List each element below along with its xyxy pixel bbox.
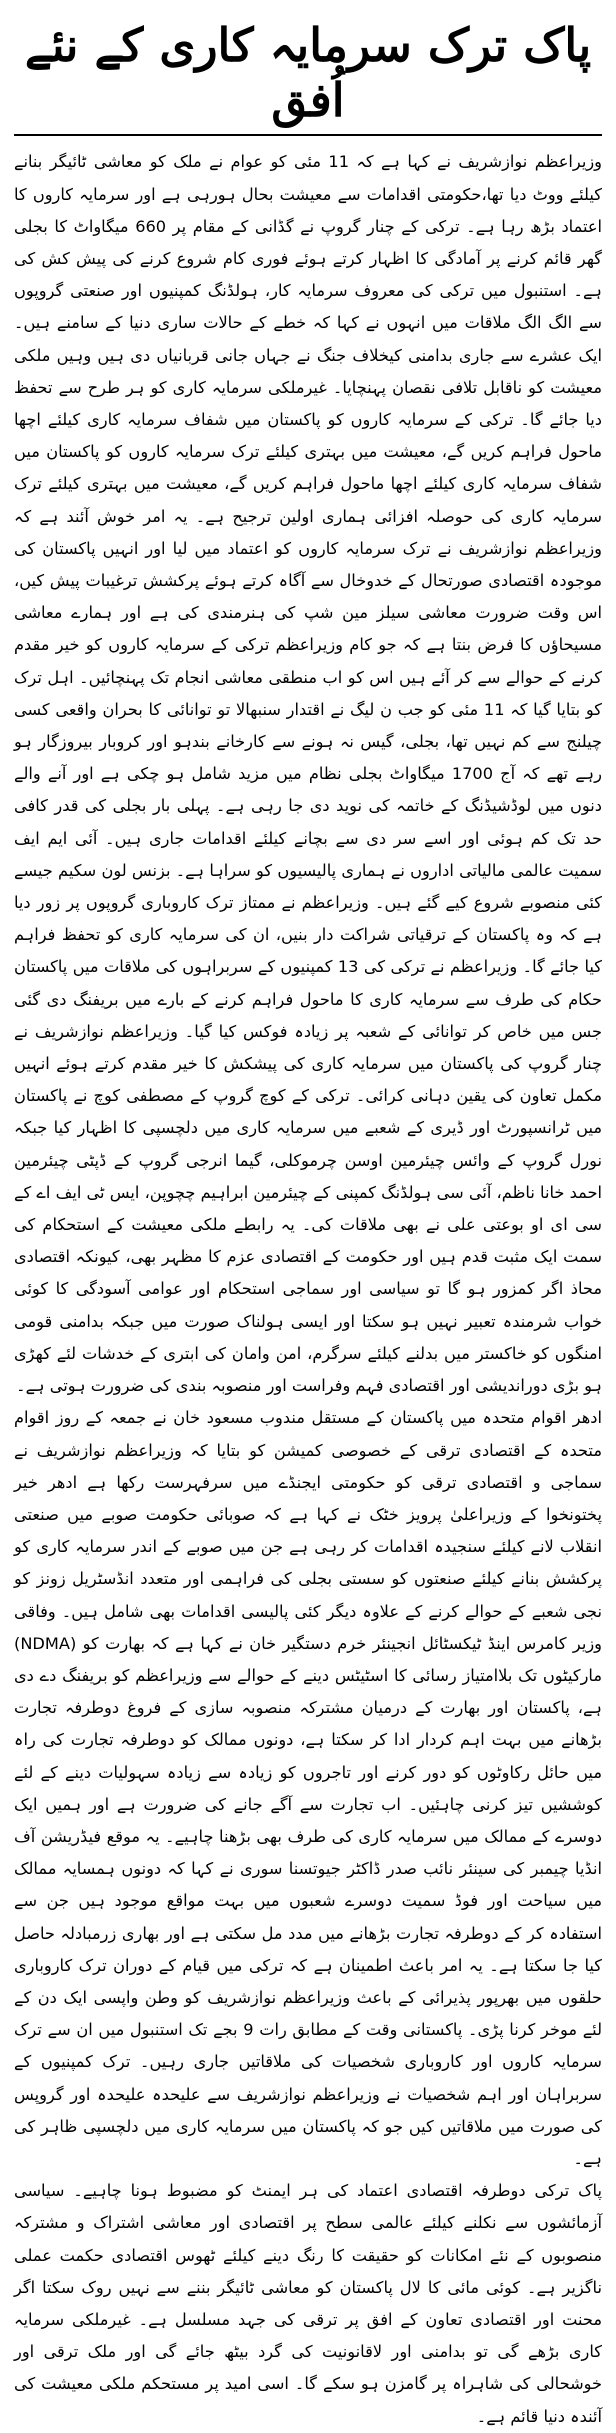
article-paragraph-3: پاک ترکی دوطرفہ اقتصادی اعتماد کی ہر ایمنٹ کو مضبوط ہونا چاہیے۔ سیاسی آزمائشوں سے نکلنے کیلئے عالمی سطح پر اقتصادی اور معاشی اشتراک و مشترکہ منصوبوں کے نئے امکانات کو حقیقت کا رنگ دینے کیلئے ٹھوس اقتصادی حکمت عملی ناگزیر ہے۔ کوئی مائی کا لال پاکستان کو معاشی ٹائیگر بننے سے نہیں روک سکتا اگر محنت اور اقتصادی تعاون کے افق پر ترقی کی جہد مسلسل ہے۔ غیرملکی سرمایہ کاری بڑھے گی تو بدامنی اور لاقانونیت کی گرد بیٹھ جائے گی اور ملک ترقی اور خوشحالی کی شاہراہ پر گامزن ہو سکے گا۔ اسی امید پر مستحکم ملکی معیشت کی آئندہ دنیا قائم ہے۔ [14, 2181, 602, 2426]
article-paragraph-2: ادھر اقوام متحدہ میں پاکستان کے مستقل مندوب مسعود خان نے جمعہ کے روز اقوام متحدہ کے اقتصادی ترقی کے خصوصی کمیشن کو بتایا کہ وزیراعظم نوازشریف نے سماجی و اقتصادی ترقی کو حکومتی ایجنڈے میں سرفہرست رکھا ہے ادھر خیر پختونخوا کے وزیراعلیٰ پرویز خٹک نے کہا ہے کہ صوبائی حکومت صوبے میں صنعتی انقلاب لانے کیلئے سنجیدہ اقدامات کر رہی ہے جن میں صوبے کے اندر سرمایہ کاری کو پرکشش بنانے کیلئے صنعتوں کو سستی بجلی کی فراہمی اور متعدد انڈسٹریل زونز کو نجی شعبے کے حوالے کرنے کے علاوہ دیگر کئی پالیسی اقدامات بھی شامل ہیں۔ وفاقی وزیر کامرس اینڈ ٹیکسٹائل انجینئر خرم دستگیر خان نے کہا ہے کہ بھارت کو (NDMA) مارکیٹوں تک بلاامتیاز رسائی کا اسٹیٹس دینے کے حوالے سے وزیراعظم کو بریفنگ دے دی ہے، پاکستان اور بھارت کے درمیان مشترکہ منصوبہ سازی کے فروغ دوطرفہ تجارت بڑھانے میں بہت اہم کردار ادا کر سکتا ہے، دونوں ممالک کو دوطرفہ تجارت کی راہ میں حائل رکاوٹوں کو دور کرنے اور تاجروں کو زیادہ سے زیادہ سہولیات دینے کے لئے کوششیں تیز کرنی چاہئیں۔ اب تجارت سے آگے جانے کی ضرورت ہے اور ہمیں ایک دوسرے کے ممالک میں سرمایہ کاری کی طرف بھی بڑھنا چاہیے۔ یہ موقع فیڈریشن آف انڈیا چیمبر کی سینئر نائب صدر ڈاکٹر جیوتسنا سوری نے کہا کہ دونوں ہمسایہ ممالک میں سیاحت اور فوڈ سمیت دوسرے شعبوں میں بہت مواقع موجود ہیں جن سے استفادہ کر کے دوطرفہ تجارت بڑھانے میں مدد مل سکتی ہے اور بھاری زرمبادلہ حاصل کیا جا سکتا ہے۔ یہ امر باعث اطمینان ہے کہ ترکی میں قیام کے دوران ترک کاروباری حلقوں میں بھرپور پذیرائی کے باعث وزیراعظم نوازشریف کو وطن واپسی ایک دن کے لئے موخر کرنا پڑی۔ پاکستانی وقت کے مطابق رات 9 بجے تک استنبول میں ان سے ترک سرمایہ کاروں اور کاروباری شخصیات کی ملاقاتیں جاری رہیں۔ ترک کمپنیوں کے سربراہان اور اہم شخصیات نے وزیراعظم نوازشریف سے علیحدہ علیحدہ اور گروپس کی صورت میں ملاقاتیں کیں جو کہ پاکستان میں سرمایہ کاری میں دلچسپی ظاہر کی ہے۔ [14, 1408, 602, 2168]
headline-wrapper [14, 18, 602, 136]
headline: پاک ترک سرمایہ کاری کے نئے اُفق [14, 18, 602, 136]
article-body [14, 146, 603, 2426]
article-paragraph-1: وزیراعظم نوازشریف نے کہا ہے کہ 11 مئی کو عوام نے ملک کو معاشی ٹائیگر بنانے کیلئے ووٹ دیا تھا،حکومتی اقدامات سے معیشت بحال ہورہی ہے اور سرمایہ کاروں کا اعتماد بڑھ رہا ہے۔ ترکی کے چنار گروپ نے گڈانی کے مقام پر 660 میگاواٹ کا بجلی گھر قائم کرنے پر آمادگی کا اظہار کرتے ہوئے فوری کام شروع کرنے کی پیش کش کی ہے۔ استنبول میں ترکی کی معروف سرمایہ کار، ہولڈنگ کمپنیوں اور صنعتی گروپوں سے الگ الگ ملاقات میں انہوں نے کہا کہ خطے کے حالات ساری دنیا کے سامنے ہیں۔ ایک عشرے سے جاری بدامنی کیخلاف جنگ نے جہاں جانی قربانیاں دی ہیں وہیں ملکی معیشت کو ناقابل تلافی نقصان پہنچایا۔ غیرملکی سرمایہ کاری کو ہر طرح سے تحفظ دیا جائے گا۔ ترکی کے سرمایہ کاروں کو پاکستان میں شفاف سرمایہ کاری کیلئے اچھا ماحول فراہم کریں گے، معیشت میں بہتری کیلئے ترک سرمایہ کاروں کو پاکستان میں شفاف سرمایہ کاری کیلئے اچھا ماحول فراہم کریں گے، معیشت میں بہتری کیلئے ترک سرمایہ کاری کی حوصلہ افزائی ہماری اولین ترجیح ہے۔ یہ امر خوش آئند ہے کہ وزیراعظم نوازشریف نے ترک سرمایہ کاروں کو اعتماد میں لیا اور انہیں پاکستان کی موجودہ اقتصادی صورتحال کے خدوخال سے آگاہ کرتے ہوئے پرکشش ترغیبات پیش کیں، اس وقت ضرورت معاشی سیلز مین شپ کی ہنرمندی کی ہے اور ہمارے معاشی مسیحاؤں کا فرض بنتا ہے کہ جو کام وزیراعظم ترکی کے سرمایہ کاروں کو خیر مقدم کرنے کے حوالے سے کر آئے ہیں اس کو اب منطقی معاشی انجام تک پہنچائیں۔ اہل ترک کو بتایا گیا کہ 11 مئی کو جب ن لیگ نے اقتدار سنبھالا تو توانائی کا بحران واقعی کسی چیلنج سے کم نہیں تھا، بجلی، گیس نہ ہونے سے کارخانے بندہو اور کروبار بیروزگار ہو رہے تھے کہ آج 1700 میگاواٹ بجلی نظام میں مزید شامل ہو چکی ہے اور آنے والے دنوں میں لوڈشیڈنگ کے خاتمہ کی نوید دی جا رہی ہے۔ پہلی بار بجلی کی قدر کافی حد تک کم ہوئی اور اسے سر دی سے بچانے کیلئے اقدامات جاری ہیں۔ آئی ایم ایف سمیت عالمی مالیاتی اداروں نے ہماری پالیسیوں کو سراہا ہے۔ بزنس لون سکیم جیسے کئی منصوبے شروع کیے گئے ہیں۔ وزیراعظم نے ممتاز ترک کاروباری گروپوں پر زور دیا ہے کہ وہ پاکستان کے ترقیاتی شراکت دار بنیں، ان کی سرمایہ کاری کو تحفظ فراہم کیا جائے گا۔ وزیراعظم نے ترکی کی 13 کمپنیوں کے سربراہوں کی ملاقات میں پاکستان حکام کی طرف سے سرمایہ کاری کا ماحول فراہم کرنے کے بارے میں بریفنگ دی گئی جس میں خاص کر توانائی کے شعبہ پر زیادہ فوکس کیا گیا۔ وزیراعظم نوازشریف نے چنار گروپ کی پاکستان میں سرمایہ کاری کی پیشکش کا خیر مقدم کرتے ہوئے انہیں مکمل تعاون کی یقین دہانی کرائی۔ ترکی کے کوچ گروپ کے مصطفی کوچ نے پاکستان میں ٹرانسپورٹ اور ڈیری کے شعبے میں سرمایہ کاری میں دلچسپی کا اظہار کیا جبکہ نورل گروپ کے وائس چیئرمین اوسن چرموکلی، گیما انرجی گروپ کے ڈپٹی چیئرمین احمد خانا ناظم، آئی سی ہولڈنگ کمپنی کے چیئرمین ابراہیم چچوپن، ایس ٹی ایف اے کے سی ای او بوعتی علی نے بھی ملاقات کی۔ یہ رابطے ملکی معیشت کے استحکام کی سمت ایک مثبت قدم ہیں اور حکومت کے اقتصادی عزم کا مظہر بھی، کیونکہ اقتصادی محاذ اگر کمزور ہو گا تو سیاسی اور سماجی استحکام اور عوامی آسودگی کا کوئی خواب شرمندہ تعبیر نہیں ہو سکتا اور ایسی ہولناک صورت میں جبکہ بدامنی قومی امنگوں کو خاکستر میں بدلنے کیلئے سرگرم، امن وامان کی ابتری کے خدشات لئے کھڑی ہو بڑی دوراندیشی اور اقتصادی فہم وفراست اور منصوبہ بندی کی ضرورت ہوتی ہے۔ [14, 152, 603, 1396]
